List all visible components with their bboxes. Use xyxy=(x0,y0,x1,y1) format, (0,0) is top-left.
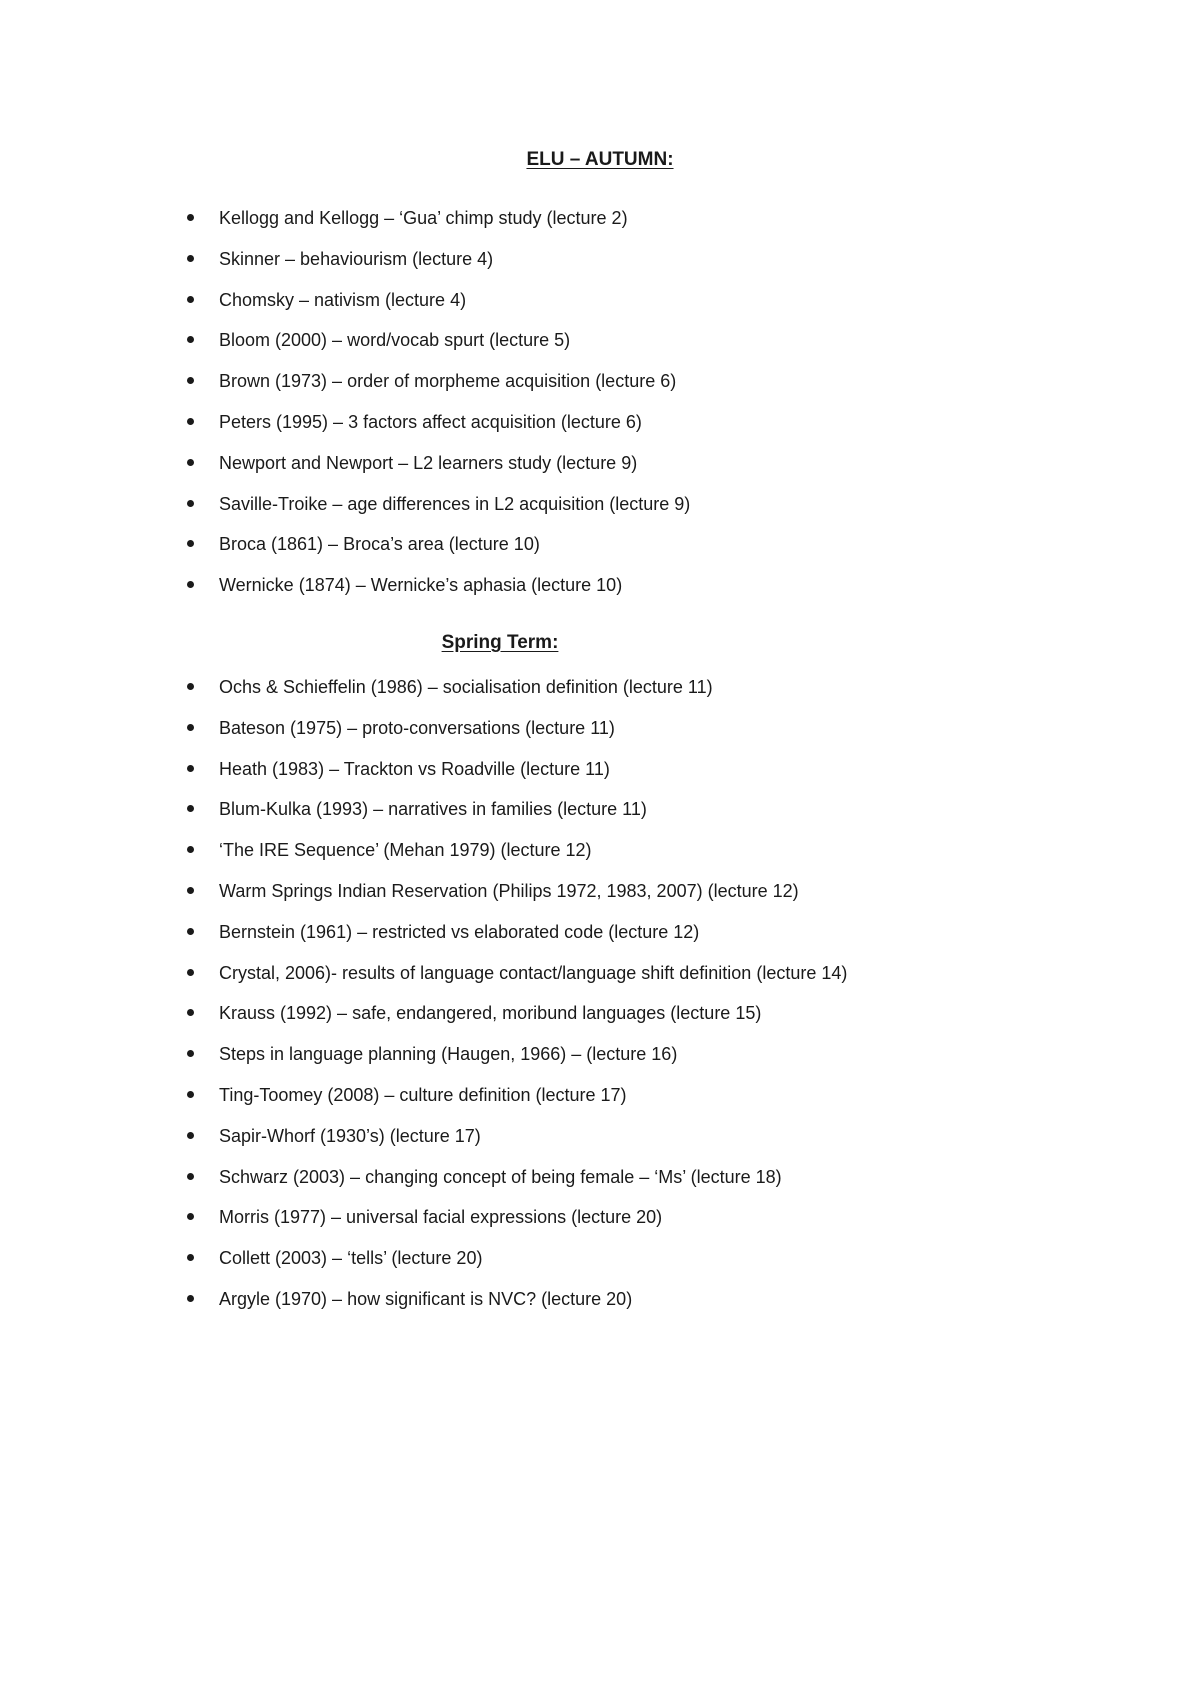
list-item-text: Brown (1973) – order of morpheme acquisition (lecture 6) xyxy=(219,371,677,392)
list-item xyxy=(0,410,690,451)
bullet-icon xyxy=(187,887,194,894)
bullet-icon xyxy=(187,540,194,547)
list-item xyxy=(0,1165,847,1206)
bullet-icon xyxy=(187,969,194,976)
list-item xyxy=(0,961,847,1002)
bullet-icon xyxy=(187,377,194,384)
list-item xyxy=(0,920,847,961)
list-item-text: Heath (1983) – Trackton vs Roadville (lecture 11) xyxy=(219,758,610,779)
bullet-icon xyxy=(187,1132,194,1139)
spring-list xyxy=(0,675,847,1328)
list-item xyxy=(0,797,847,838)
bullet-icon xyxy=(187,724,194,731)
bullet-icon xyxy=(187,255,194,262)
list-item-text: Bernstein (1961) – restricted vs elaborated code (lecture 12) xyxy=(219,921,700,942)
list-item-text: Schwarz (2003) – changing concept of being female – ‘Ms’ (lecture 18) xyxy=(219,1166,782,1187)
list-item-text: Ochs & Schieffelin (1986) – socialisation definition (lecture 11) xyxy=(219,677,713,697)
list-item-text: Argyle (1970) – how significant is NVC? (lecture 20) xyxy=(219,1288,633,1309)
list-item xyxy=(0,573,690,614)
bullet-icon xyxy=(187,846,194,853)
list-item-text: Collett (2003) – ‘tells’ (lecture 20) xyxy=(219,1248,483,1269)
list-item xyxy=(0,1205,847,1246)
bullet-icon xyxy=(187,500,194,507)
list-item-text: Morris (1977) – universal facial expressions (lecture 20) xyxy=(219,1207,663,1228)
bullet-icon xyxy=(187,459,194,466)
list-item xyxy=(0,451,690,492)
list-item-text: Crystal, 2006)- results of language contact/language shift definition (lecture 14) xyxy=(219,962,848,983)
list-item-text: Sapir-Whorf (1930’s) (lecture 17) xyxy=(219,1125,481,1146)
bullet-icon xyxy=(187,581,194,588)
autumn-list xyxy=(0,206,690,614)
list-item xyxy=(0,369,690,410)
bullet-icon xyxy=(187,683,194,690)
list-item-text: Peters (1995) – 3 factors affect acquisition (lecture 6) xyxy=(219,411,642,432)
bullet-icon xyxy=(187,1009,194,1016)
bullet-icon xyxy=(187,928,194,935)
list-item xyxy=(0,1001,847,1042)
list-item xyxy=(0,1246,847,1287)
autumn-heading-text: ELU – AUTUMN: xyxy=(526,149,674,170)
list-item xyxy=(0,757,847,798)
bullet-icon xyxy=(187,1091,194,1098)
list-item xyxy=(0,675,847,716)
spring-heading xyxy=(0,631,1100,655)
bullet-icon xyxy=(187,765,194,772)
list-item-text: Ting-Toomey (2008) – culture definition (lecture 17) xyxy=(219,1084,627,1105)
list-item xyxy=(0,288,690,329)
list-item xyxy=(0,247,690,288)
list-item xyxy=(0,1287,847,1328)
list-item-text: Warm Springs Indian Reservation (Philips 1972, 1983, 2007) (lecture 12) xyxy=(219,880,799,901)
bullet-icon xyxy=(187,1050,194,1057)
list-item-text: Krauss (1992) – safe, endangered, moribund languages (lecture 15) xyxy=(219,1003,762,1024)
list-item-text: Steps in language planning (Haugen, 1966) – (lecture 16) xyxy=(219,1044,678,1065)
list-item xyxy=(0,532,690,573)
autumn-heading xyxy=(0,148,1200,172)
list-item xyxy=(0,716,847,757)
list-item-text: Blum-Kulka (1993) – narratives in families (lecture 11) xyxy=(219,799,647,820)
list-item-text: Bloom (2000) – word/vocab spurt (lecture 5) xyxy=(219,330,571,351)
list-item xyxy=(0,328,690,369)
bullet-icon xyxy=(187,214,194,221)
list-item-text: Saville-Troike – age differences in L2 acquisition (lecture 9) xyxy=(219,493,691,514)
list-item xyxy=(0,492,690,533)
list-item xyxy=(0,1042,847,1083)
list-item xyxy=(0,1124,847,1165)
list-item-text: Broca (1861) – Broca’s area (lecture 10) xyxy=(219,534,540,555)
list-item-text: Bateson (1975) – proto-conversations (lecture 11) xyxy=(219,717,615,738)
spring-heading-text: Spring Term: xyxy=(441,632,559,653)
list-item-text: ‘The IRE Sequence’ (Mehan 1979) (lecture 12) xyxy=(219,840,592,861)
bullet-icon xyxy=(187,336,194,343)
bullet-icon xyxy=(187,1213,194,1220)
bullet-icon xyxy=(187,1254,194,1261)
list-item xyxy=(0,838,847,879)
bullet-icon xyxy=(187,805,194,812)
bullet-icon xyxy=(187,418,194,425)
list-item-text: Skinner – behaviourism (lecture 4) xyxy=(219,248,494,269)
list-item-text: Kellogg and Kellogg – ‘Gua’ chimp study (lecture 2) xyxy=(219,208,628,228)
bullet-icon xyxy=(187,1295,194,1302)
list-item-text: Newport and Newport – L2 learners study (lecture 9) xyxy=(219,452,638,473)
bullet-icon xyxy=(187,1173,194,1180)
list-item-text: Chomsky – nativism (lecture 4) xyxy=(219,289,467,310)
list-item xyxy=(0,879,847,920)
list-item xyxy=(0,1083,847,1124)
bullet-icon xyxy=(187,296,194,303)
list-item-text: Wernicke (1874) – Wernicke’s aphasia (lecture 10) xyxy=(219,575,623,596)
list-item xyxy=(0,206,690,247)
